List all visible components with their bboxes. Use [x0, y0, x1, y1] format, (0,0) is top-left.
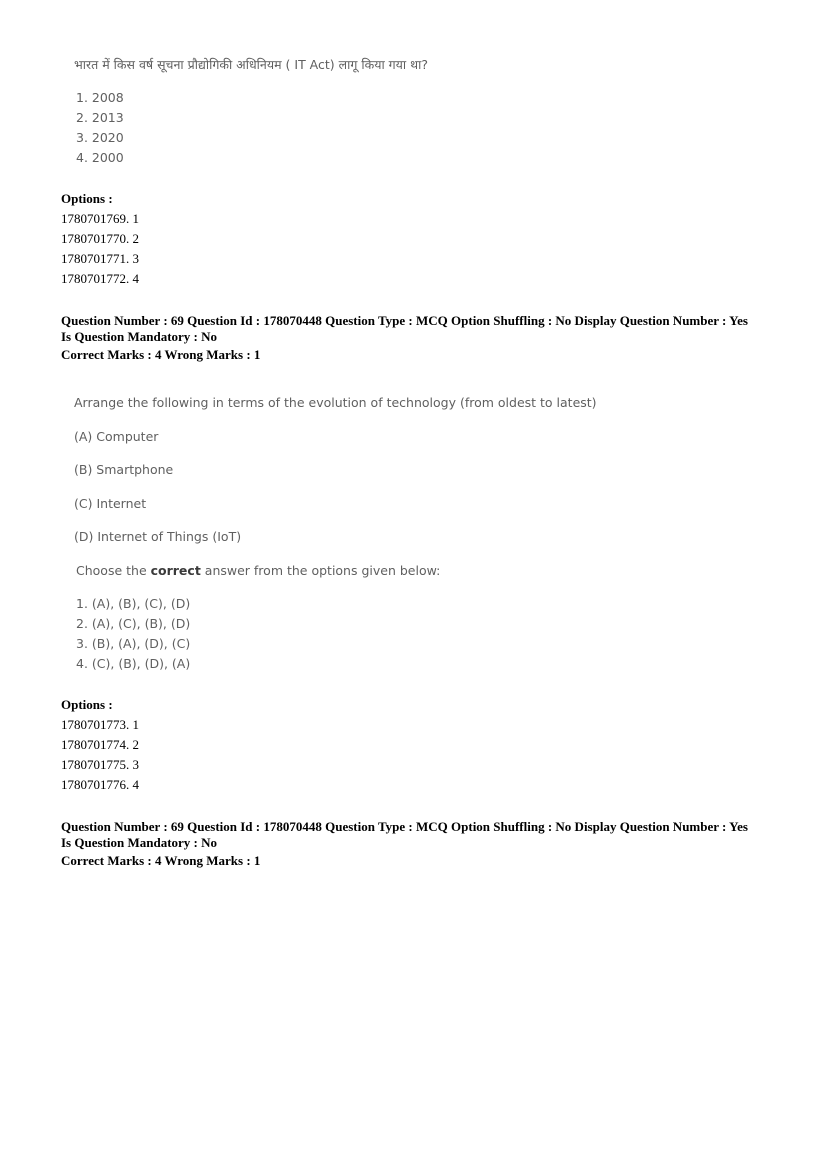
question-2-image — [74, 395, 634, 680]
options-2-item-1: 1780701773. 1 — [61, 717, 139, 732]
question-2-item-a: (A) Computer — [74, 429, 159, 444]
question-meta-2-line-3: Correct Marks : 4 Wrong Marks : 1 — [61, 853, 261, 868]
options-1-item-2: 1780701770. 2 — [61, 231, 139, 246]
question-2-item-b: (B) Smartphone — [74, 462, 174, 477]
question-2-choice-4: 4. (C), (B), (D), (A) — [76, 656, 191, 671]
options-1-item-4: 1780701772. 4 — [61, 271, 139, 286]
question-meta-1-line-2: Is Question Mandatory : No — [61, 329, 218, 344]
options-2-label: Options : — [61, 697, 113, 712]
options-2-item-3: 1780701775. 3 — [61, 757, 139, 772]
question-1-choice-1: 1. 2008 — [76, 90, 124, 105]
options-2-item-4: 1780701776. 4 — [61, 777, 139, 792]
options-2-item-2: 1780701774. 2 — [61, 737, 139, 752]
options-1-label: Options : — [61, 191, 113, 206]
question-2-prompt: Arrange the following in terms of the evolution of technology (from oldest to latest) — [74, 395, 597, 410]
question-1-choice-4: 4. 2000 — [76, 150, 124, 165]
options-1-item-1: 1780701769. 1 — [61, 211, 139, 226]
question-1-text: भारत में किस वर्ष सूचना प्रौद्योगिकी अधिनियम ( IT Act) लागू किया गया था? — [74, 57, 429, 72]
question-1-image — [74, 56, 634, 171]
question-meta-2-line-1: Question Number : 69 Question Id : 178070448 Question Type : MCQ Option Shuffling : No Display Question Number : Yes — [61, 819, 748, 834]
question-2-choice-1: 1. (A), (B), (C), (D) — [76, 596, 191, 611]
question-2-instruction-pre: Choose the — [76, 563, 151, 578]
question-1-choice-2: 2. 2013 — [76, 110, 124, 125]
question-2-item-d: (D) Internet of Things (IoT) — [74, 529, 242, 544]
question-1-choice-3: 3. 2020 — [76, 130, 124, 145]
question-2-choice-2: 2. (A), (C), (B), (D) — [76, 616, 191, 631]
options-1-item-3: 1780701771. 3 — [61, 251, 139, 266]
question-meta-2-line-2: Is Question Mandatory : No — [61, 835, 218, 850]
question-meta-1-line-3: Correct Marks : 4 Wrong Marks : 1 — [61, 347, 261, 362]
question-2-choice-3: 3. (B), (A), (D), (C) — [76, 636, 191, 651]
question-meta-1-line-1: Question Number : 69 Question Id : 178070448 Question Type : MCQ Option Shuffling : No Display Question Number : Yes — [61, 313, 748, 328]
question-2-instruction-bold: correct — [150, 563, 201, 578]
question-2-item-c: (C) Internet — [74, 496, 147, 511]
question-2-instruction — [76, 563, 440, 578]
question-2-instruction-post: answer from the options given below: — [200, 563, 441, 578]
